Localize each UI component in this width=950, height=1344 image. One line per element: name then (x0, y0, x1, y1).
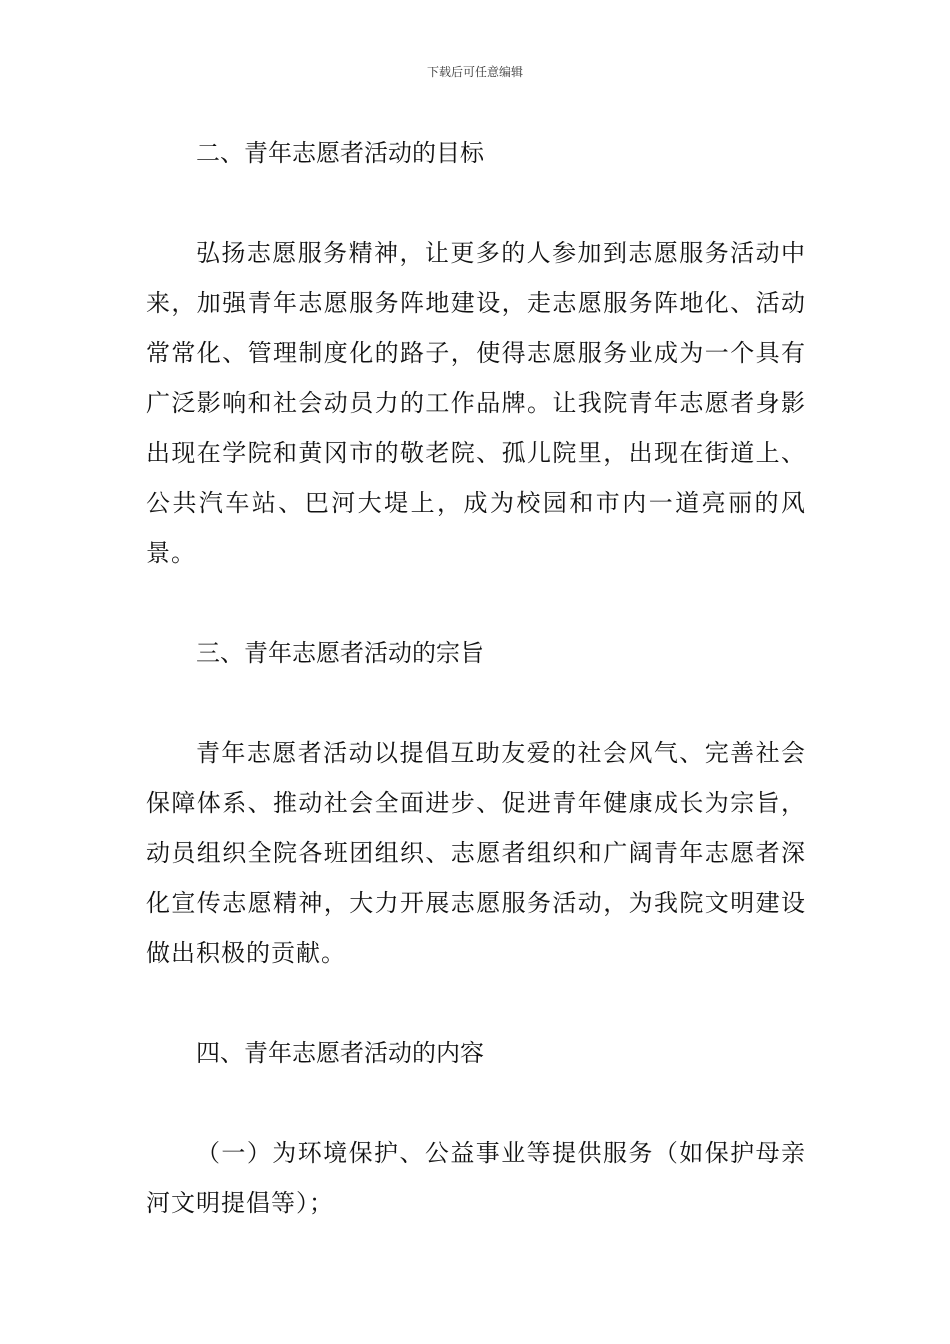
section-paragraph-content-item-1: （一）为环境保护、公益事业等提供服务（如保护母亲河文明提倡等）； (146, 1139, 806, 1217)
section-heading-purpose: 三、青年志愿者活动的宗旨 (196, 639, 484, 667)
spacer (146, 1078, 806, 1128)
spacer (146, 578, 806, 628)
section-heading-goals: 二、青年志愿者活动的目标 (196, 139, 484, 167)
section-paragraph-purpose: 青年志愿者活动以提倡互助友爱的社会风气、完善社会保障体系、推动社会全面进步、促进青年健康成长为宗旨，动员组织全院各班团组织、志愿者组织和广阔青年志愿者深化宣传志愿精神，大力开展志愿服务活动，为我院文明建设做出积极的贡献。 (146, 739, 806, 967)
page-header-note: 下载后可任意编辑 (426, 65, 523, 79)
spacer (146, 978, 806, 1028)
document-body (146, 128, 806, 1228)
spacer (146, 178, 806, 228)
section-paragraph-goals: 弘扬志愿服务精神，让更多的人参加到志愿服务活动中来，加强青年志愿服务阵地建设，走志愿服务阵地化、活动常常化、管理制度化的路子，使得志愿服务业成为一个具有广泛影响和社会动员力的工作品牌。让我院青年志愿者身影出现在学院和黄冈市的敬老院、孤儿院里，出现在街道上、公共汽车站、巴河大堤上，成为校园和市内一道亮丽的风景。 (146, 239, 806, 567)
spacer (146, 678, 806, 728)
section-heading-content: 四、青年志愿者活动的内容 (196, 1039, 484, 1067)
